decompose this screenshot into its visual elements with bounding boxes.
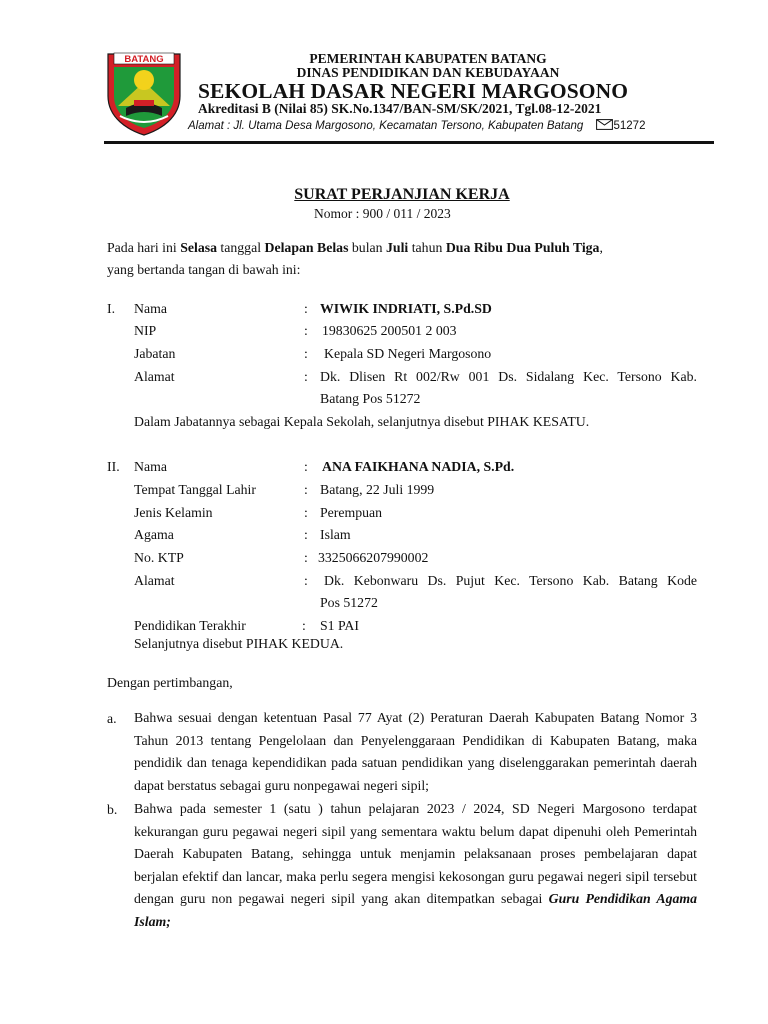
party2-value-gender: Perempuan — [320, 505, 383, 520]
party2-label-ktp: No. KTP — [134, 550, 184, 565]
party2-colon: : — [302, 618, 306, 633]
letterhead-government: PEMERINTAH KABUPATEN BATANG — [309, 51, 547, 66]
consideration-b-marker: b. — [107, 802, 118, 817]
party2-colon: : — [304, 459, 308, 474]
party2-colon: : — [304, 527, 308, 542]
party1-value-nip: 19830625 200501 2 003 — [322, 323, 457, 338]
consideration-b-body: Bahwa pada semester 1 (satu ) tahun pelajaran 2023 / 2024, SD Negeri Margosono terdapat kekurangan guru pegawai negeri sipil yang sementara waktu belum dapat dipenuhi oleh Pemerintah Daerah Kabupaten Batang, sehingga untuk menjamin pelaksanaan proses pembelajaran dapat berjalan efektif dan lancar, maka perlu segera mengisi kekosongan guru pegawai negeri sipil tersebut dengan guru non pegawai negeri sipil yang akan ditempatkan sebagai — [134, 801, 697, 907]
opening-text-2: tanggal — [216, 240, 265, 255]
party1-value-alamat-2: Batang Pos 51272 — [320, 391, 421, 406]
logo-text: BATANG — [124, 54, 164, 65]
party1-number: I. — [107, 301, 116, 316]
opening-line-2: yang bertanda tangan di bawah ini: — [107, 262, 301, 277]
document-title: SURAT PERJANJIAN KERJA — [294, 186, 510, 203]
opening-text-3: bulan — [348, 240, 387, 255]
party2-colon: : — [304, 550, 308, 565]
consideration-a-marker: a. — [107, 711, 117, 726]
letterhead-rule — [104, 141, 714, 144]
party1-value-nama — [320, 301, 492, 317]
postal-block — [596, 120, 645, 132]
document-number: Nomor : 900 / 011 / 2023 — [314, 206, 451, 221]
opening-text-4: tahun — [408, 240, 446, 255]
consideration-a-text: Bahwa sesuai dengan ketentuan Pasal 77 Ayat (2) Peraturan Daerah Kabupaten Batang Nomor 3 Tahun 2013 tentang Pengelolaan dan Penyelenggaraan Pendidikan di Kabupaten Batang, maka pendidik dan tenaga kependidikan pada satuan pendidikan yang diselenggarakan pemerintah daerah dapat berstatus sebagai guru nonpegawai negeri sipil; — [134, 710, 697, 793]
party2-label-education: Pendidikan Terakhir — [134, 618, 246, 633]
party1-colon: : — [304, 301, 308, 316]
party1-name: WIWIK INDRIATI, S.Pd.SD — [320, 301, 492, 316]
consideration-b-text — [134, 798, 697, 934]
party1-label-alamat: Alamat — [134, 369, 175, 384]
opening-date: Delapan Belas — [264, 240, 349, 255]
letterhead-school-name: SEKOLAH DASAR NEGERI MARGOSONO — [198, 79, 629, 103]
party1-label-nip: NIP — [134, 323, 157, 338]
party2-value-agama: Islam — [320, 527, 351, 542]
party2-number: II. — [107, 459, 120, 474]
party2-name: ANA FAIKHANA NADIA, S.Pd. — [322, 459, 515, 474]
postal-code: 51272 — [613, 120, 646, 132]
opening-year: Dua Ribu Dua Puluh Tiga — [445, 240, 600, 255]
envelope-icon — [596, 119, 613, 130]
party2-label-nama: Nama — [134, 459, 167, 474]
consideration-b-emphasis: Guru Pendidikan Agama Islam; — [134, 891, 697, 929]
party2-label-gender: Jenis Kelamin — [134, 505, 213, 520]
consideration-intro: Dengan pertimbangan, — [107, 675, 233, 690]
party1-closing: Dalam Jabatannya sebagai Kepala Sekolah, selanjutnya disebut PIHAK KESATU. — [134, 414, 590, 429]
party1-colon: : — [304, 323, 308, 338]
party1-value-jabatan: Kepala SD Negeri Margosono — [324, 346, 492, 361]
party2-colon: : — [304, 505, 308, 520]
party2-colon: : — [304, 573, 308, 588]
party1-label-nama: Nama — [134, 301, 167, 316]
opening-month: Juli — [386, 240, 409, 255]
letterhead-address — [188, 119, 645, 132]
party2-value-alamat-2: Pos 51272 — [320, 595, 378, 610]
party2-value-education: S1 PAI — [320, 618, 359, 633]
party2-value-alamat: Dk. Kebonwaru Ds. Pujut Kec. Tersono Kab. Batang Kode — [324, 573, 697, 588]
party1-colon: : — [304, 346, 308, 361]
opening-paragraph — [107, 237, 697, 260]
party1-label-jabatan: Jabatan — [134, 346, 176, 361]
opening-day: Selasa — [180, 240, 217, 255]
party2-colon: : — [304, 482, 308, 497]
party2-label-agama: Agama — [134, 527, 174, 542]
address-text: Alamat : Jl. Utama Desa Margosono, Kecamatan Tersono, Kabupaten Batang — [188, 120, 584, 132]
opening-text-5: , — [599, 240, 603, 255]
party2-closing: Selanjutnya disebut PIHAK KEDUA. — [134, 636, 344, 651]
party1-value-alamat: Dk. Dlisen Rt 002/Rw 001 Ds. Sidalang Kec. Tersono Kab. — [320, 369, 697, 384]
opening-text-1: Pada hari ini — [107, 240, 181, 255]
letterhead-department: DINAS PENDIDIKAN DAN KEBUDAYAAN — [296, 65, 560, 80]
party2-value-ttl: Batang, 22 Juli 1999 — [320, 482, 435, 497]
party2-label-ttl: Tempat Tanggal Lahir — [134, 482, 256, 497]
party2-value-ktp: 3325066207990002 — [318, 550, 429, 565]
batang-regency-logo — [104, 50, 184, 136]
party2-value-nama — [322, 459, 514, 475]
party1-colon: : — [304, 369, 308, 384]
letterhead-accreditation: Akreditasi B (Nilai 85) SK.No.1347/BAN-SM/SK/2021, Tgl.08-12-2021 — [198, 101, 602, 116]
party2-label-alamat: Alamat — [134, 573, 175, 588]
